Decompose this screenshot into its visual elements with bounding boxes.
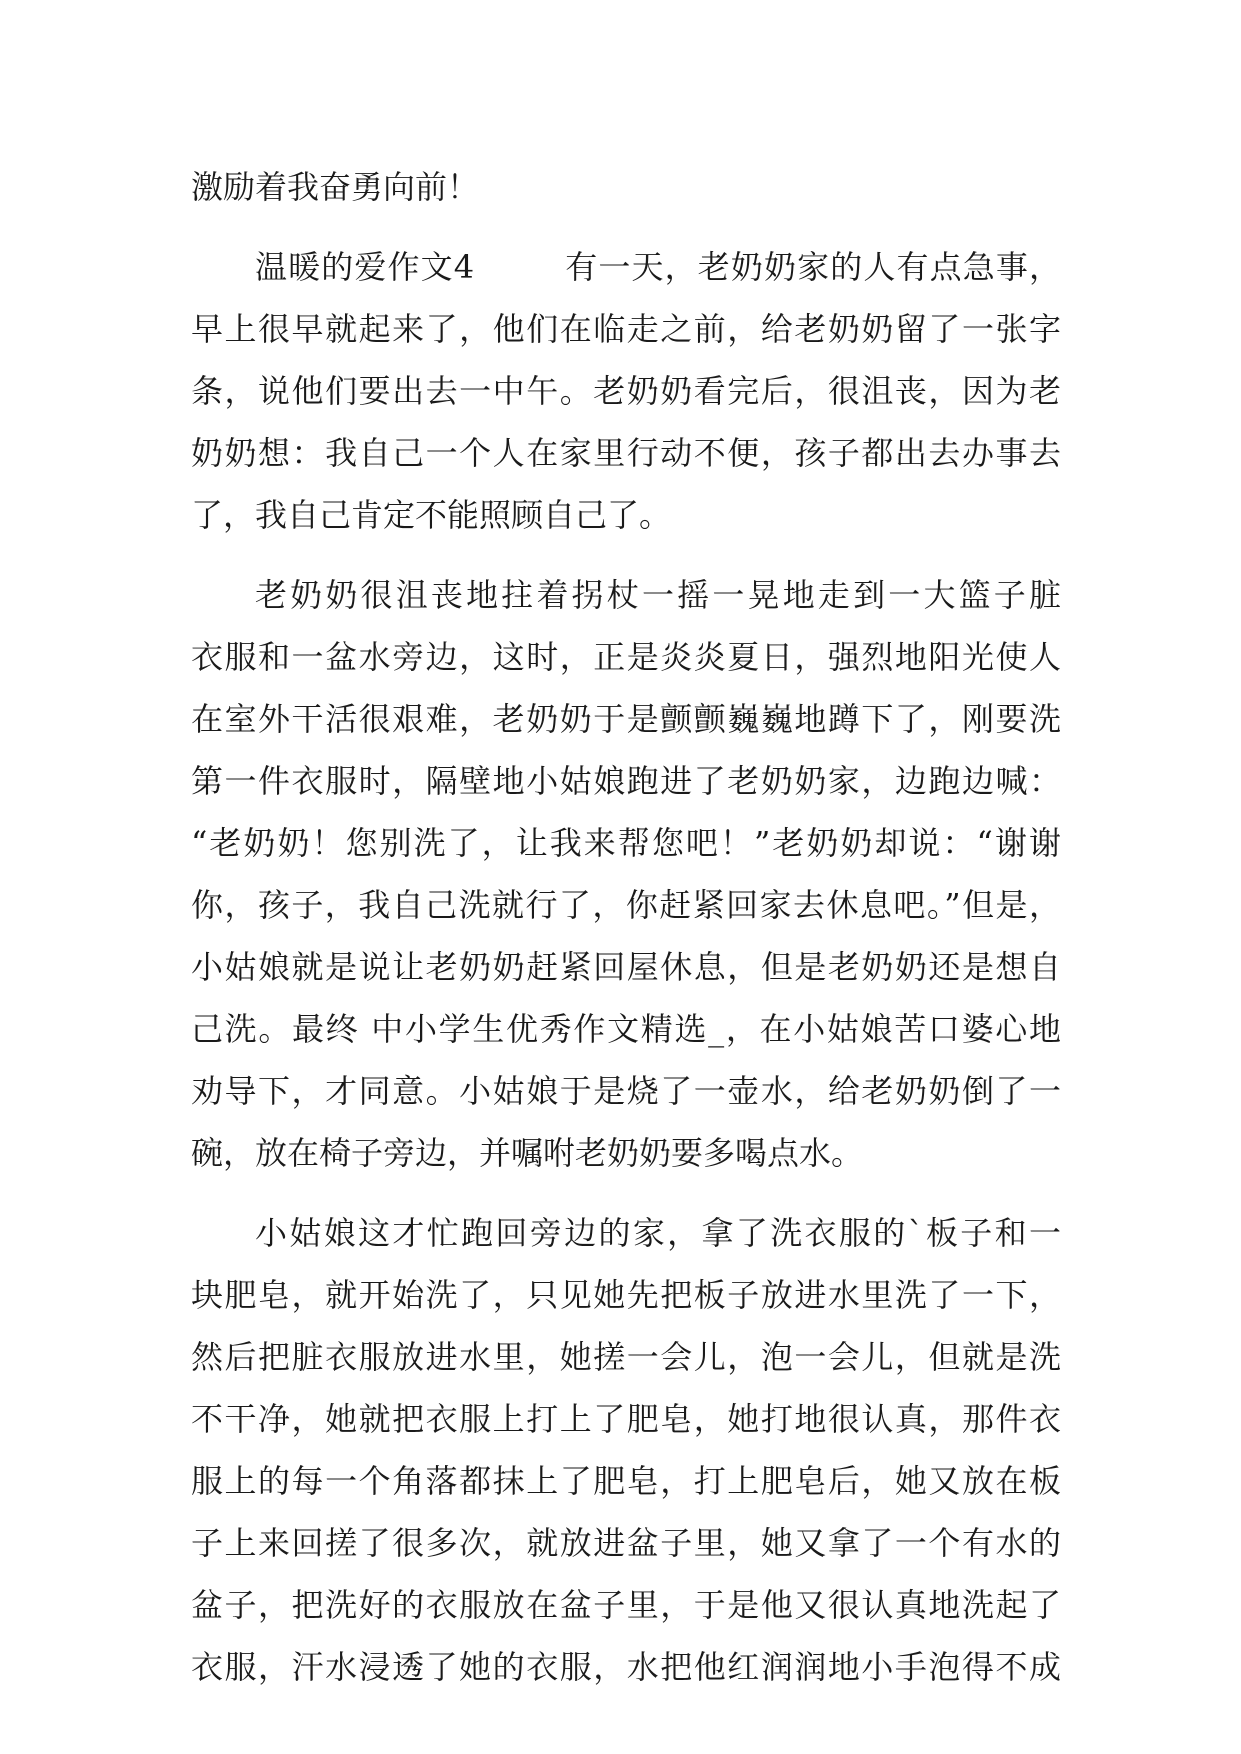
text-line: 小姑娘这才忙跑回旁边的家，拿了洗衣服的`板子和一 [255, 1214, 1061, 1252]
text-line: 盆子，把洗好的衣服放在盆子里，于是他又很认真地洗起了 [191, 1586, 1061, 1624]
text-line: “老奶奶！您别洗了，让我来帮您吧！”老奶奶却说：“谢谢 [191, 824, 1061, 862]
text-line: 早上很早就起来了，他们在临走之前，给老奶奶留了一张字 [191, 310, 1061, 348]
text-line: 碗，放在椅子旁边，并嘱咐老奶奶要多喝点水。 [191, 1134, 864, 1172]
essay-body [191, 156, 1061, 1698]
paragraph [191, 156, 1061, 218]
text-line: 不干净，她就把衣服上打上了肥皂，她打地很认真，那件衣 [191, 1400, 1061, 1438]
text-line: 然后把脏衣服放进水里，她搓一会儿，泡一会儿，但就是洗 [191, 1338, 1061, 1376]
paragraph [191, 236, 1061, 546]
text-line: 激励着我奋勇向前！ [191, 168, 480, 206]
text-line: 奶奶想：我自己一个人在家里行动不便，孩子都出去办事去 [191, 434, 1061, 472]
text-line: 服上的每一个角落都抹上了肥皂，打上肥皂后，她又放在板 [191, 1462, 1061, 1500]
text-line: 温暖的爱作文4 有一天，老奶奶家的人有点急事， [255, 248, 1061, 286]
paragraph [191, 1202, 1061, 1698]
text-line: 你，孩子，我自己洗就行了，你赶紧回家去休息吧。”但是， [191, 886, 1061, 924]
text-line: 衣服和一盆水旁边，这时，正是炎炎夏日，强烈地阳光使人 [191, 638, 1061, 676]
text-line: 己洗。最终 中小学生优秀作文精选_，在小姑娘苦口婆心地 [191, 1010, 1061, 1048]
text-line: 第一件衣服时，隔壁地小姑娘跑进了老奶奶家，边跑边喊： [191, 762, 1061, 800]
text-line: 块肥皂，就开始洗了，只见她先把板子放进水里洗了一下， [191, 1276, 1061, 1314]
text-line: 衣服，汗水浸透了她的衣服，水把他红润润地小手泡得不成 [191, 1648, 1061, 1686]
paragraph [191, 564, 1061, 1184]
essay-title: 温暖的爱作文4 [255, 248, 475, 286]
text-line: 小姑娘就是说让老奶奶赶紧回屋休息，但是老奶奶还是想自 [191, 948, 1061, 986]
text-line: 在室外干活很艰难，老奶奶于是颤颤巍巍地蹲下了，刚要洗 [191, 700, 1061, 738]
text-line: 子上来回搓了很多次，就放进盆子里，她又拿了一个有水的 [191, 1524, 1061, 1562]
text-line: 老奶奶很沮丧地拄着拐杖一摇一晃地走到一大篮子脏 [255, 576, 1061, 614]
text-line: 条，说他们要出去一中午。老奶奶看完后，很沮丧，因为老 [191, 372, 1061, 410]
text-line: 了，我自己肯定不能照顾自己了。 [191, 496, 672, 534]
text-line: 劝导下，才同意。小姑娘于是烧了一壶水，给老奶奶倒了一 [191, 1072, 1061, 1110]
